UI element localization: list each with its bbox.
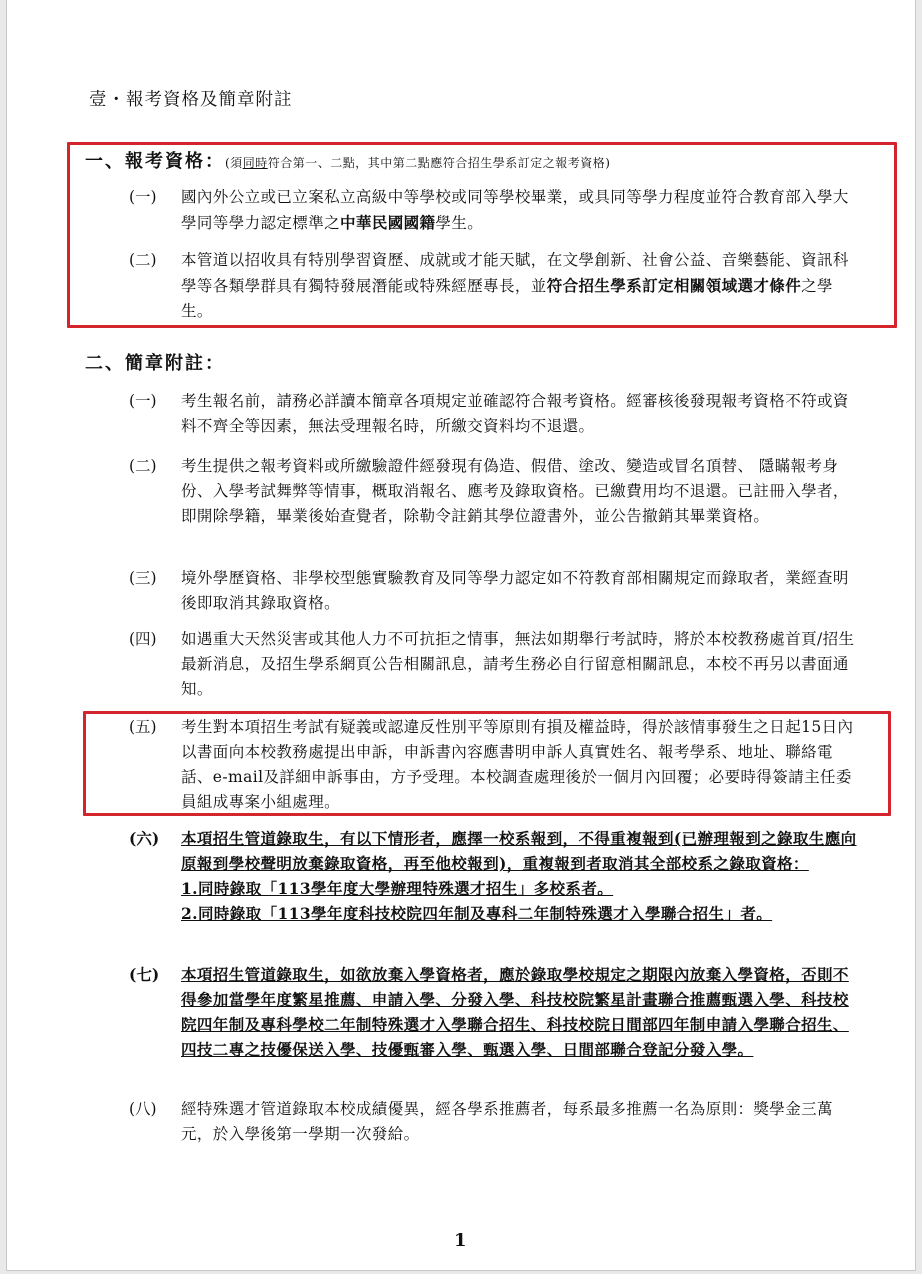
- item-text: 本項招生管道錄取生，如欲放棄入學資格者，應於錄取學校規定之期限內放棄入學資格，否則不得參加當學年度繁星推薦、申請入學、分發入學、科技校院繁星計畫聯合推薦甄選入學、科技校院四年制及專科學校二年制特殊選才入學聯合招生、科技校院日間部四年制申請入學聯合招生、四技二專之技優保送入學、技優甄審入學、甄選入學、日間部聯合登記分發入學。: [181, 965, 849, 1059]
- item-text: 考生提供之報考資料或所繳驗證件經發現有偽造、假借、塗改、變造或冒名頂替、 隱瞞報考身份、入學考試舞弊等情事，概取消報名、應考及錄取資格。已繳費用均不退還。已註冊入學者，即開除學籍，畢業後始查覺者，除勒令註銷其學位證書外，並公告撤銷其畢業資格。: [181, 457, 849, 525]
- item-text: 本管道以招收具有特別學習資歷、成就或才能天賦，在文學創新、社會公益、音樂藝能、資訊科學等各類學群具有獨特發展潛能或特殊經歷專長，並符合招生學系訂定相關領域選才條件之學生。: [181, 251, 849, 320]
- note-item-3: [129, 566, 859, 616]
- item-sub-2: 2.同時錄取「113學年度科技校院四年制及專科二年制特殊選才入學聯合招生」者。: [181, 904, 773, 923]
- note-item-4: [129, 627, 859, 702]
- qualification-item-1: [129, 185, 859, 237]
- item-text: 考生報名前，請務必詳讀本簡章各項規定並確認符合報考資格。經審核後發現報考資格不符或資料不齊全等因素，無法受理報名時，所繳交資料均不退還。: [181, 392, 849, 435]
- qualification-item-2: [129, 248, 859, 323]
- qualifications-title: [85, 147, 610, 173]
- note-item-6: [129, 826, 859, 951]
- page-number: 1: [454, 1230, 467, 1251]
- item-text: 考生對本項招生考試有疑義或認違反性別平等原則有損及權益時，得於該情事發生之日起15日內以書面向本校教務處提出申訴，申訴書內容應書明申訴人真實姓名、報考學系、地址、聯絡電話、e-mail及詳細申訴事由，方予受理。本校調查處理後於一個月內回覆；必要時得簽請主任委員組成專案小組處理。: [181, 718, 854, 811]
- item-label: (四): [129, 630, 157, 648]
- item-label: (七): [129, 965, 160, 984]
- item-label: (二): [129, 457, 157, 475]
- note-item-2: [129, 454, 859, 554]
- item-label: (五): [129, 718, 157, 736]
- qualifications-note: (須同時符合第一、二點，其中第二點應符合招生學系訂定之報考資格): [225, 156, 611, 170]
- note-item-1: [129, 389, 859, 439]
- item-label: (二): [129, 251, 157, 269]
- notes-title: 二、簡章附註：: [85, 353, 225, 374]
- item-label: (一): [129, 188, 157, 206]
- item-text: 如遇重大天然災害或其他人力不可抗拒之情事，無法如期舉行考試時，將於本校教務處首頁/招生最新消息，及招生學系網頁公告相關訊息，請考生務必自行留意相關訊息，本校不再另以書面通知。: [181, 630, 855, 698]
- note-item-7: [129, 962, 859, 1087]
- section-heading: 壹・報考資格及簡章附註: [89, 90, 293, 110]
- note-item-8: [129, 1097, 859, 1147]
- item-text: 本項招生管道錄取生，有以下情形者，應擇一校系報到，不得重複報到(已辦理報到之錄取生應向原報到學校聲明放棄錄取資格，再至他校報到)，重複報到者取消其全部校系之錄取資格： 1.同時錄取「113學年度大學辦理特殊選才招生」多校系者。 2.同時錄取「113學年度科技校院四年制及專科二年制特殊選才入學聯合招生」者。: [181, 826, 859, 926]
- item-sub-1: 1.同時錄取「113學年度大學辦理特殊選才招生」多校系者。: [181, 879, 614, 898]
- document-page: [6, 0, 916, 1271]
- item-text: 國內外公立或已立案私立高級中等學校或同等學校畢業，或具同等學力程度並符合教育部入學大學同等學力認定標準之中華民國國籍學生。: [181, 188, 849, 232]
- item-text: 境外學歷資格、非學校型態實驗教育及同等學力認定如不符教育部相關規定而錄取者，業經查明後即取消其錄取資格。: [181, 569, 849, 612]
- note-item-5: [129, 715, 859, 815]
- item-label: (八): [129, 1100, 157, 1118]
- item-label: (六): [129, 829, 160, 848]
- item-label: (一): [129, 392, 157, 410]
- qualifications-title-text: 一、報考資格：: [85, 151, 225, 172]
- item-text: 經特殊選才管道錄取本校成績優異，經各學系推薦者，每系最多推薦一名為原則：獎學金三萬元，於入學後第一學期一次發給。: [181, 1100, 833, 1143]
- item-label: (三): [129, 569, 157, 587]
